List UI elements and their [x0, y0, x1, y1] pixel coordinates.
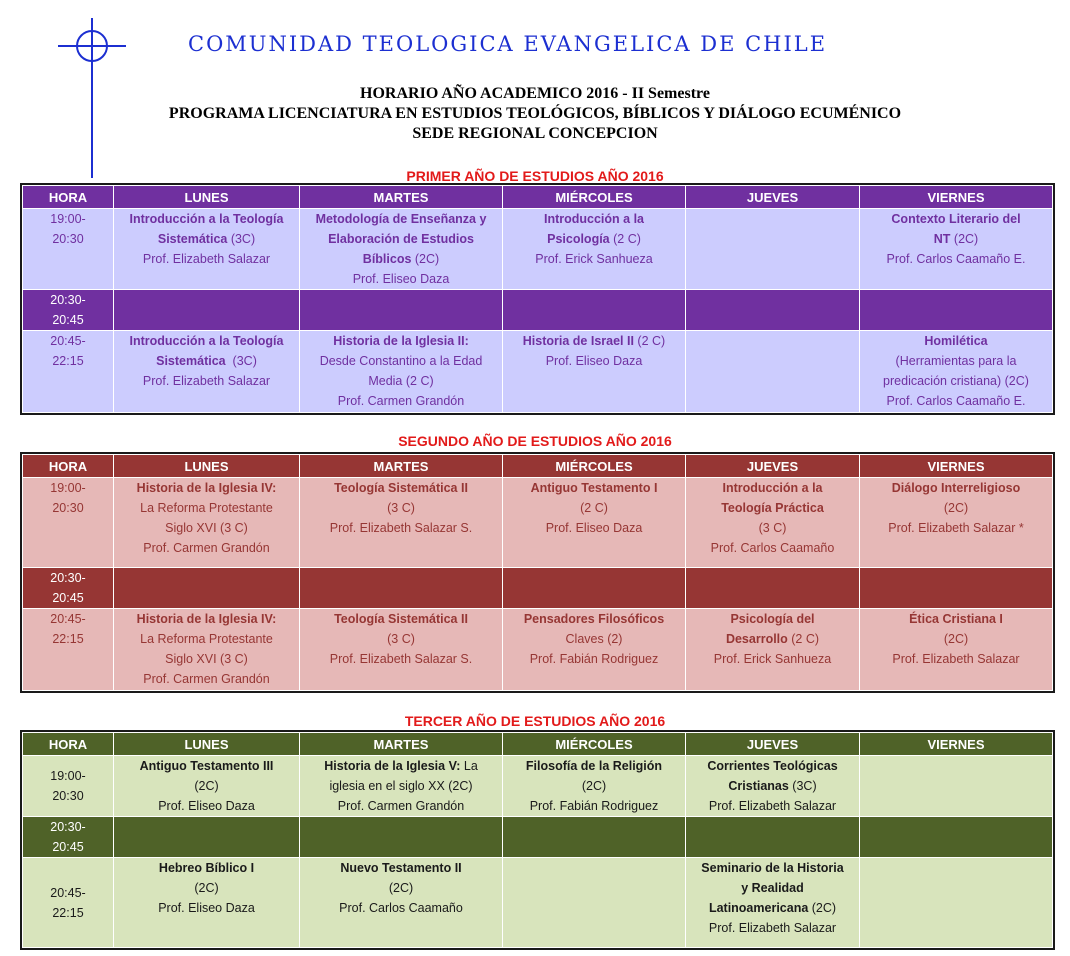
schedule-cell-martes	[300, 858, 503, 948]
professor-name: Prof. Elizabeth Salazar *	[888, 521, 1024, 535]
time-slot-text: 22:15	[52, 905, 84, 920]
professor-name: Prof. Elizabeth Salazar S.	[329, 652, 473, 666]
course-name: Nuevo Testamento II	[340, 861, 462, 875]
time-slot-text: 20:30	[52, 501, 84, 515]
course-name: Homilética	[924, 334, 988, 348]
professor-name: Prof. Elizabeth Salazar	[142, 252, 271, 266]
schedule-cell-viernes	[860, 209, 1053, 290]
schedule-cell-miercoles	[503, 756, 686, 817]
course-name: Introducción a la Teología	[129, 334, 284, 348]
schedule-cell-martes	[300, 568, 503, 609]
time-slot-text: 20:45-	[50, 334, 86, 348]
time-slot-text: 22:15	[52, 632, 84, 646]
time-slot-text: 20:45	[52, 313, 84, 327]
course-name: Latinoamericana	[708, 901, 809, 915]
column-header-martes: MARTES	[300, 455, 503, 478]
professor-name: Prof. Elizabeth Salazar S.	[329, 521, 473, 535]
course-detail: Desde Constantino a la Edad	[319, 354, 483, 368]
course-name-line	[507, 229, 681, 249]
course-name-line	[507, 331, 681, 351]
course-name: Psicología del	[730, 612, 815, 626]
schedule-cell-lunes	[114, 331, 300, 413]
column-header-hora: HORA	[23, 186, 114, 209]
schedule-cell-lunes	[114, 478, 300, 568]
course-detail: Siglo XVI (3 C)	[165, 652, 248, 666]
course-name-line	[304, 756, 498, 776]
class-row	[23, 478, 1053, 568]
schedule-cell-lunes	[114, 568, 300, 609]
course-name-line	[690, 776, 855, 796]
course-name: Desarrollo	[725, 632, 788, 646]
schedule-cell-viernes	[860, 290, 1053, 331]
year-1-schedule-table	[22, 185, 1053, 413]
professor-name: Prof. Erick Sanhueza	[713, 652, 832, 666]
course-name: Historia de la Iglesia V:	[324, 759, 461, 773]
schedule-cell-viernes	[860, 858, 1053, 948]
column-header-miercoles: MIÉRCOLES	[503, 733, 686, 756]
time-slot-text: 20:45	[52, 591, 84, 605]
organization-title: COMUNIDAD TEOLOGICA EVANGELICA DE CHILE	[188, 32, 828, 56]
course-name: Antiguo Testamento III	[139, 759, 274, 773]
professor-name: Prof. Erick Sanhueza	[535, 252, 653, 266]
course-name-line	[507, 756, 681, 776]
time-slot-cell	[23, 209, 114, 290]
schedule-cell-viernes	[860, 756, 1053, 817]
course-name: Seminario de la Historia	[701, 861, 844, 875]
column-header-miercoles: MIÉRCOLES	[503, 455, 686, 478]
professor-name: Prof. Carlos Caamaño E.	[886, 394, 1026, 408]
course-name-line	[690, 629, 855, 649]
course-detail: (2C)	[581, 779, 607, 793]
course-name-line	[304, 478, 498, 498]
class-row	[23, 609, 1053, 691]
course-name-line	[304, 249, 498, 269]
schedule-cell-martes	[300, 290, 503, 331]
course-name-line	[304, 858, 498, 878]
column-header-viernes: VIERNES	[860, 455, 1053, 478]
schedule-cell-miercoles	[503, 290, 686, 331]
column-header-martes: MARTES	[300, 186, 503, 209]
schedule-cell-miercoles	[503, 478, 686, 568]
professor-name: Prof. Carmen Grandón	[337, 394, 465, 408]
course-detail: (3 C)	[387, 501, 415, 515]
schedule-cell-martes	[300, 817, 503, 858]
column-header-martes: MARTES	[300, 733, 503, 756]
course-name: Teología Sistemática II	[334, 612, 468, 626]
time-slot-text: 20:45-	[50, 885, 86, 900]
column-header-jueves: JUEVES	[686, 733, 860, 756]
professor-name: Prof. Fabián Rodriguez	[529, 799, 659, 813]
course-name: Elaboración de Estudios	[328, 232, 474, 246]
time-slot-text: 20:30-	[50, 571, 86, 585]
course-credits: (3C)	[225, 354, 257, 368]
column-header-viernes: VIERNES	[860, 186, 1053, 209]
column-header-hora: HORA	[23, 455, 114, 478]
time-slot-cell	[23, 756, 114, 817]
year-2-heading: SEGUNDO AÑO DE ESTUDIOS AÑO 2016	[398, 433, 672, 449]
course-name: Historia de la Iglesia II:	[333, 334, 469, 348]
column-header-viernes: VIERNES	[860, 733, 1053, 756]
schedule-cell-viernes	[860, 331, 1053, 413]
time-slot-text: 19:00-	[50, 769, 86, 783]
year-1-heading: PRIMER AÑO DE ESTUDIOS AÑO 2016	[406, 168, 664, 184]
schedule-cell-viernes	[860, 478, 1053, 568]
schedule-cell-martes	[300, 756, 503, 817]
break-row	[23, 568, 1053, 609]
schedule-cell-martes	[300, 209, 503, 290]
year-3-heading: TERCER AÑO DE ESTUDIOS AÑO 2016	[404, 713, 666, 729]
course-name-line	[304, 331, 498, 351]
schedule-cell-miercoles	[503, 817, 686, 858]
course-name: Sistemática	[156, 354, 226, 368]
professor-name: Prof. Elizabeth Salazar	[142, 374, 271, 388]
time-slot-text: 20:30	[52, 232, 84, 246]
professor-name: Prof. Carlos Caamaño	[339, 901, 463, 915]
schedule-cell-jueves	[686, 568, 860, 609]
course-credits: (2C)	[808, 901, 837, 915]
course-detail: (3 C)	[387, 632, 415, 646]
schedule-cell-jueves	[686, 290, 860, 331]
time-slot-text: 20:45	[52, 840, 84, 854]
course-name-line	[690, 609, 855, 629]
header-row	[23, 186, 1053, 209]
course-name-line	[304, 609, 498, 629]
year-3-schedule-table	[22, 732, 1053, 948]
column-header-lunes: LUNES	[114, 186, 300, 209]
time-slot-text: 19:00-	[50, 481, 86, 495]
professor-name: Prof. Carlos Caamaño E.	[886, 252, 1026, 266]
schedule-cell-jueves	[686, 331, 860, 413]
course-name-line	[118, 756, 295, 776]
class-row	[23, 209, 1053, 290]
course-credits: (2 C)	[787, 632, 820, 646]
break-row	[23, 290, 1053, 331]
course-name-line	[118, 229, 295, 249]
course-name-line	[864, 331, 1048, 351]
course-credits: (3C)	[788, 779, 817, 793]
schedule-cell-viernes	[860, 568, 1053, 609]
course-name: Historia de la Iglesia IV:	[136, 612, 277, 626]
course-name-line	[118, 609, 295, 629]
time-slot-text: 20:45-	[50, 612, 86, 626]
professor-name: Prof. Carlos Caamaño	[710, 541, 835, 555]
schedule-cell-jueves	[686, 609, 860, 691]
course-detail: La Reforma Protestante	[140, 501, 273, 515]
course-name-line	[304, 229, 498, 249]
course-detail: (2 C)	[580, 501, 608, 515]
course-name: Hebreo Bíblico I	[158, 861, 255, 875]
course-detail: Siglo XVI (3 C)	[165, 521, 248, 535]
schedule-cell-miercoles	[503, 331, 686, 413]
course-name-line	[507, 609, 681, 629]
class-row	[23, 756, 1053, 817]
course-detail: (2C)	[194, 881, 219, 895]
course-name: Teología Práctica	[721, 501, 824, 515]
schedule-cell-jueves	[686, 478, 860, 568]
course-name-line	[864, 209, 1048, 229]
course-name: y Realidad	[741, 881, 804, 895]
time-slot-text: 20:30-	[50, 293, 86, 307]
schedule-cell-jueves	[686, 817, 860, 858]
course-name: Diálogo Interreligioso	[891, 481, 1021, 495]
schedule-cell-lunes	[114, 756, 300, 817]
professor-name: Prof. Elizabeth Salazar	[708, 921, 837, 935]
course-detail: (3 C)	[758, 521, 787, 535]
year-2-schedule-table	[22, 454, 1053, 691]
professor-name: Prof. Eliseo Daza	[352, 272, 450, 286]
course-detail: Media (2 C)	[368, 374, 434, 388]
course-name: Teología Sistemática II	[334, 481, 468, 495]
schedule-cell-lunes	[114, 290, 300, 331]
campus-title: SEDE REGIONAL CONCEPCION	[412, 125, 658, 142]
course-credits: La	[460, 759, 478, 773]
time-slot-cell	[23, 858, 114, 948]
course-detail: (2C)	[388, 881, 414, 895]
course-name-line	[690, 858, 855, 878]
column-header-lunes: LUNES	[114, 733, 300, 756]
professor-name: Prof. Carmen Grandón	[143, 541, 270, 555]
professor-name: Prof. Carmen Grandón	[143, 672, 270, 686]
course-credits: (2C)	[411, 252, 440, 266]
time-slot-text: 20:30	[52, 789, 84, 803]
course-name-line	[864, 229, 1048, 249]
schedule-cell-jueves	[686, 858, 860, 948]
course-name-line	[118, 858, 295, 878]
course-name-line	[690, 498, 855, 518]
schedule-cell-jueves	[686, 209, 860, 290]
schedule-cell-miercoles	[503, 209, 686, 290]
schedule-title: HORARIO AÑO ACADEMICO 2016 - II Semestre	[360, 85, 710, 102]
schedule-cell-martes	[300, 478, 503, 568]
course-detail: (2C)	[194, 779, 219, 793]
course-name: Introducción a la	[543, 212, 644, 226]
time-slot-cell	[23, 568, 114, 609]
course-name-line	[864, 478, 1048, 498]
column-header-jueves: JUEVES	[686, 186, 860, 209]
course-name: Metodología de Enseñanza y	[315, 212, 487, 226]
class-row	[23, 858, 1053, 948]
schedule-cell-miercoles	[503, 568, 686, 609]
course-name: Ética Cristiana I	[909, 612, 1003, 626]
professor-name: Prof. Eliseo Daza	[158, 799, 255, 813]
course-name: Historia de la Iglesia IV:	[136, 481, 277, 495]
course-name-line	[304, 209, 498, 229]
course-name-line	[118, 331, 295, 351]
time-slot-cell	[23, 817, 114, 858]
time-slot-text: 19:00-	[50, 212, 86, 226]
schedule-cell-lunes	[114, 209, 300, 290]
schedule-cell-viernes	[860, 609, 1053, 691]
schedule-cell-lunes	[114, 858, 300, 948]
schedule-cell-martes	[300, 331, 503, 413]
time-slot-cell	[23, 290, 114, 331]
course-name: NT	[933, 232, 951, 246]
course-name-line	[690, 756, 855, 776]
course-name: Introducción a la Teología	[129, 212, 284, 226]
schedule-cell-lunes	[114, 609, 300, 691]
course-credits: (2 C)	[633, 334, 666, 348]
course-name: Antiguo Testamento I	[530, 481, 658, 495]
column-header-miercoles: MIÉRCOLES	[503, 186, 686, 209]
course-name: Sistemática	[157, 232, 228, 246]
course-detail: (2C)	[943, 632, 969, 646]
course-detail: iglesia en el siglo XX (2C)	[329, 779, 473, 793]
time-slot-cell	[23, 609, 114, 691]
course-credits: (2 C)	[609, 232, 641, 246]
schedule-cell-martes	[300, 609, 503, 691]
program-title: PROGRAMA LICENCIATURA EN ESTUDIOS TEOLÓGICOS, BÍBLICOS Y DIÁLOGO ECUMÉNICO	[168, 105, 902, 122]
schedule-cell-miercoles	[503, 609, 686, 691]
course-detail: (Herramientas para la	[895, 354, 1017, 368]
column-header-hora: HORA	[23, 733, 114, 756]
course-name: Psicología	[547, 232, 610, 246]
course-detail: (2C)	[943, 501, 969, 515]
course-detail: La Reforma Protestante	[140, 632, 273, 646]
course-name: Filosofía de la Religión	[525, 759, 663, 773]
professor-name: Prof. Elizabeth Salazar	[892, 652, 1020, 666]
course-name-line	[118, 478, 295, 498]
professor-name: Prof. Eliseo Daza	[158, 901, 255, 915]
course-detail: Claves (2)	[565, 632, 623, 646]
course-name: Contexto Literario del	[891, 212, 1021, 226]
column-header-lunes: LUNES	[114, 455, 300, 478]
course-name-line	[118, 351, 295, 371]
column-header-jueves: JUEVES	[686, 455, 860, 478]
course-name-line	[507, 209, 681, 229]
course-name-line	[690, 898, 855, 918]
time-slot-cell	[23, 478, 114, 568]
course-name-line	[690, 478, 855, 498]
class-row	[23, 331, 1053, 413]
header-row	[23, 455, 1053, 478]
course-name: Cristianas	[728, 779, 789, 793]
schedule-cell-miercoles	[503, 858, 686, 948]
schedule-cell-jueves	[686, 756, 860, 817]
header-row	[23, 733, 1053, 756]
course-detail: predicación cristiana) (2C)	[883, 374, 1029, 388]
schedule-cell-lunes	[114, 817, 300, 858]
professor-name: Prof. Carmen Grandón	[337, 799, 465, 813]
time-slot-text: 22:15	[52, 354, 84, 368]
course-credits: (2C)	[950, 232, 979, 246]
course-name: Corrientes Teológicas	[707, 759, 838, 773]
course-name-line	[118, 209, 295, 229]
professor-name: Prof. Fabián Rodriguez	[529, 652, 659, 666]
course-name-line	[864, 609, 1048, 629]
break-row	[23, 817, 1053, 858]
course-name-line	[507, 478, 681, 498]
course-name: Introducción a la	[722, 481, 823, 495]
course-name: Historia de Israel II	[522, 334, 634, 348]
course-name: Bíblicos	[362, 252, 412, 266]
course-name: Pensadores Filosóficos	[523, 612, 665, 626]
course-name-line	[690, 878, 855, 898]
time-slot-text: 20:30-	[50, 820, 86, 834]
course-credits: (3C)	[227, 232, 256, 246]
professor-name: Prof. Eliseo Daza	[545, 521, 643, 535]
time-slot-cell	[23, 331, 114, 413]
professor-name: Prof. Eliseo Daza	[545, 354, 643, 368]
schedule-cell-viernes	[860, 817, 1053, 858]
professor-name: Prof. Elizabeth Salazar	[708, 799, 837, 813]
